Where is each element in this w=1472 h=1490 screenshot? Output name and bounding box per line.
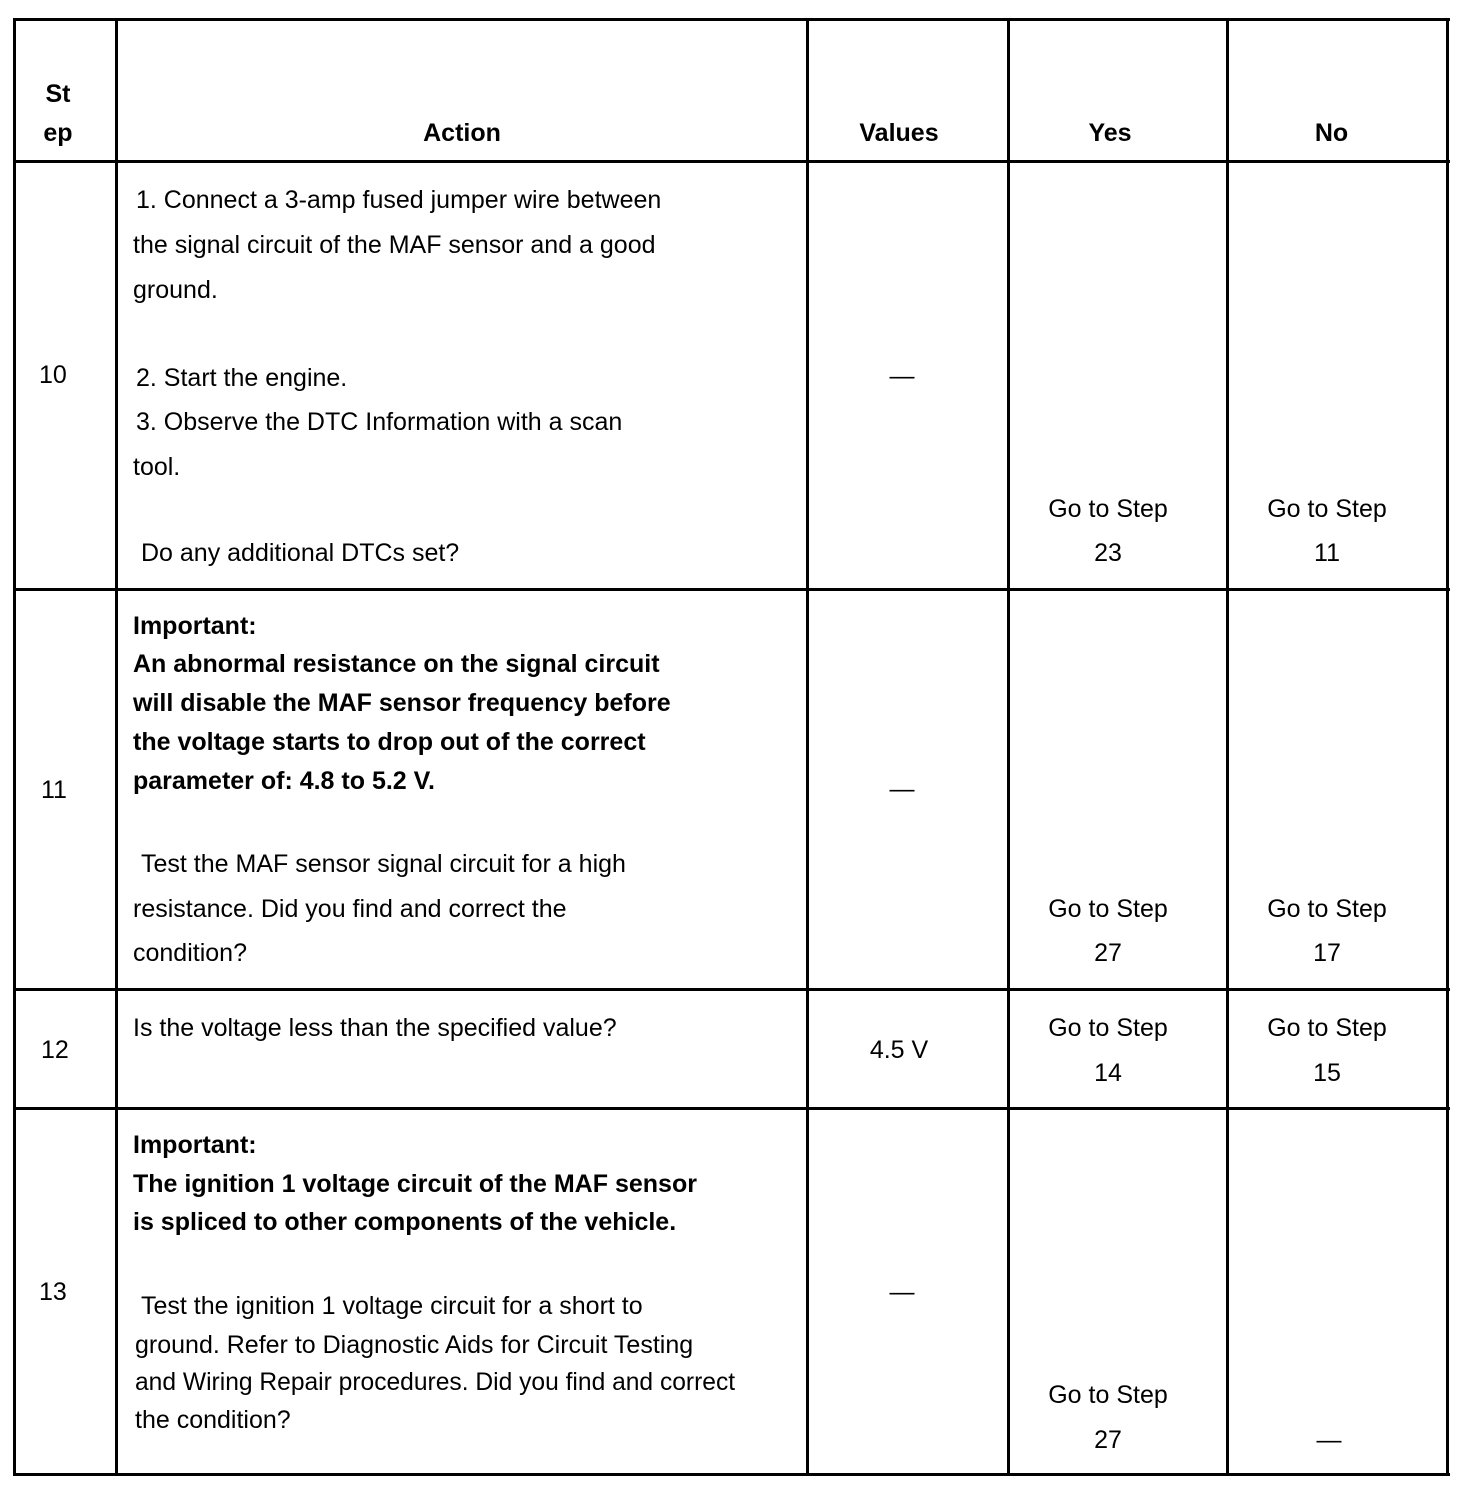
yes-step: 27 <box>1094 1426 1122 1454</box>
value: — <box>889 362 915 390</box>
no-step: 11 <box>1314 539 1340 567</box>
yes-go-to: Go to Step <box>1048 895 1168 923</box>
value: — <box>889 1278 915 1306</box>
important-label: Important: <box>133 1131 257 1159</box>
step-number: 11 <box>41 776 67 804</box>
action-line: Test the ignition 1 voltage circuit for a short to <box>141 1292 643 1320</box>
row-divider <box>13 160 1450 163</box>
step-number: 12 <box>41 1036 69 1064</box>
action-line: 3. Observe the DTC Information with a scan <box>136 408 623 436</box>
yes-step: 27 <box>1094 939 1122 967</box>
header-action: Action <box>423 119 501 147</box>
table-border-top <box>13 18 1450 21</box>
action-line: 2. Start the engine. <box>136 364 348 392</box>
step-number: 13 <box>39 1278 67 1306</box>
header-step-line1: St <box>45 80 71 108</box>
action-question: Do any additional DTCs set? <box>141 539 460 567</box>
important-line: parameter of: 4.8 to 5.2 V. <box>133 767 435 795</box>
action-question: Is the voltage less than the specified value? <box>133 1014 617 1042</box>
yes-step: 14 <box>1094 1059 1122 1087</box>
important-line: The ignition 1 voltage circuit of the MAF sensor <box>133 1170 697 1198</box>
yes-go-to: Go to Step <box>1048 495 1168 523</box>
header-values: Values <box>859 119 939 147</box>
important-line: will disable the MAF sensor frequency before <box>133 689 671 717</box>
action-line: tool. <box>133 453 181 481</box>
no-step: 17 <box>1313 939 1341 967</box>
action-line: and Wiring Repair procedures. Did you find and correct <box>135 1369 736 1396</box>
no-value: — <box>1316 1426 1342 1454</box>
important-label: Important: <box>133 612 257 640</box>
column-divider <box>1007 18 1010 1476</box>
header-yes: Yes <box>1088 119 1132 147</box>
header-no: No <box>1314 119 1349 147</box>
row-divider <box>13 588 1450 591</box>
action-line: the condition? <box>135 1406 291 1434</box>
step-number: 10 <box>39 361 67 389</box>
no-go-to: Go to Step <box>1267 495 1387 523</box>
action-line: resistance. Did you find and correct the <box>133 895 567 923</box>
yes-step: 23 <box>1094 539 1122 567</box>
action-line: ground. Refer to Diagnostic Aids for Circuit Testing <box>135 1331 694 1359</box>
action-line: 1. Connect a 3-amp fused jumper wire between <box>136 186 662 214</box>
column-divider <box>115 18 118 1476</box>
important-line: An abnormal resistance on the signal circuit <box>133 650 660 678</box>
important-line: is spliced to other components of the vehicle. <box>133 1208 677 1236</box>
row-divider <box>13 988 1450 991</box>
column-divider <box>1226 18 1229 1476</box>
value: — <box>889 775 915 803</box>
header-step-line2: ep <box>43 119 73 147</box>
value: 4.5 V <box>869 1036 929 1064</box>
yes-go-to: Go to Step <box>1048 1014 1168 1042</box>
no-go-to: Go to Step <box>1267 1014 1387 1042</box>
table-border-bottom <box>13 1473 1450 1476</box>
column-divider <box>806 18 809 1476</box>
important-line: the voltage starts to drop out of the correct <box>133 728 646 756</box>
action-line: Test the MAF sensor signal circuit for a high <box>141 850 626 878</box>
action-line: condition? <box>133 939 247 967</box>
action-line: ground. <box>133 276 218 304</box>
no-go-to: Go to Step <box>1267 895 1387 923</box>
action-line: the signal circuit of the MAF sensor and a good <box>133 231 656 259</box>
yes-go-to: Go to Step <box>1048 1381 1168 1409</box>
table-border-right <box>1446 18 1449 1476</box>
row-divider <box>13 1107 1450 1110</box>
no-step: 15 <box>1313 1059 1341 1087</box>
table-border-left <box>13 18 16 1476</box>
